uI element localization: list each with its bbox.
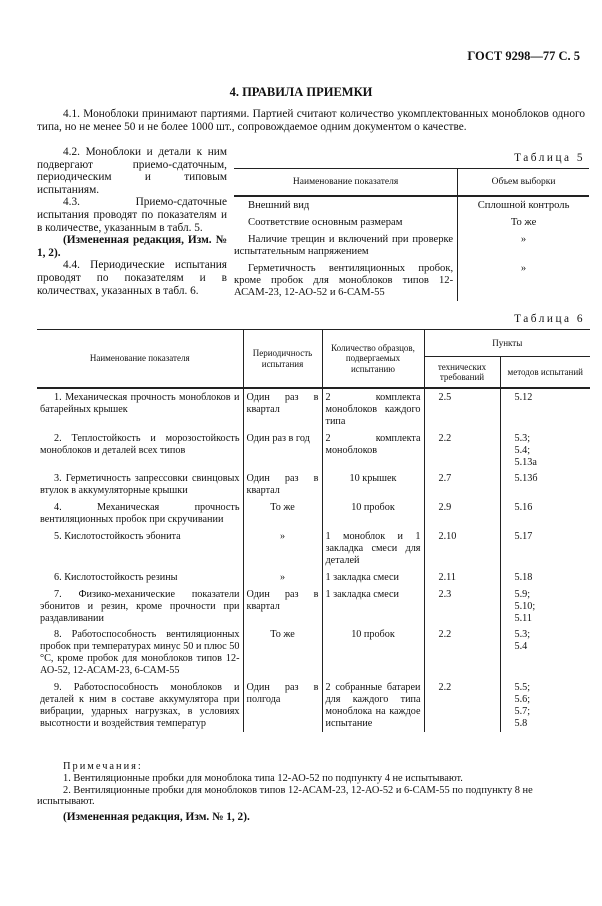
- table6-name-text: 5. Кислотостойкость эбонита: [54, 531, 181, 543]
- table6-cell-name: [37, 499, 243, 528]
- table6-name-text: 7. Физико-механические показатели эбонитов и резин, кроме прочности при раздавливании: [40, 588, 240, 624]
- table6-cell-tech: 2.9: [424, 499, 500, 528]
- table6-cell-period: То же: [243, 499, 322, 528]
- table6-cell-tech: 2.2: [424, 679, 500, 732]
- table6-cell-tech: 2.2: [424, 626, 500, 679]
- table6-name-text: 1. Механическая прочность моноблоков и батарейных крышек: [40, 392, 240, 415]
- table5-cell-sample: Сплошной контроль: [458, 196, 589, 214]
- section-title: 4. ПРАВИЛА ПРИЕМКИ: [229, 85, 373, 99]
- paragraph-4-4: 4.4. Периодические испытания проводят по показателям и в количествах, указанных в табл. 6.: [37, 259, 227, 297]
- table6-row: [37, 528, 590, 569]
- table6-caption: Таблица 6: [514, 313, 585, 325]
- table6-cell-tech: 2.5: [424, 388, 500, 430]
- table6-header-methods: методов испытаний: [500, 357, 590, 389]
- table6-cell-qty: 10 пробок: [322, 499, 424, 528]
- table6-cell-methods: 5.16: [500, 499, 590, 528]
- table6-row: [37, 499, 590, 528]
- note-1: 1. Вентиляционные пробки для моноблока типа 12-АО-52 по подпункту 4 не испытывают.: [63, 772, 463, 784]
- notes: [37, 761, 590, 808]
- table6-row: [37, 586, 590, 627]
- left-column: [37, 146, 227, 297]
- table6-cell-methods: 5.5; 5.6; 5.7; 5.8: [500, 679, 590, 732]
- table5-cell-name: Наличие трещин и включений при проверке испытательным напряжением: [234, 234, 454, 257]
- table-6: [37, 329, 590, 732]
- table6-cell-period: »: [243, 528, 322, 569]
- table6-name-text: 2. Теплостойкость и морозостойкость моноблоков и деталей всех типов: [40, 432, 240, 456]
- table6-cell-name: [37, 388, 243, 430]
- table6-cell-qty: 1 моноблок и 1 закладка смеси для деталей: [322, 528, 424, 569]
- table6-cell-tech: 2.7: [424, 470, 500, 499]
- closing-change-note: (Измененная редакция, Изм. № 1, 2).: [63, 811, 250, 823]
- table6-cell-qty: 10 пробок: [322, 626, 424, 679]
- table6-row: [37, 626, 590, 679]
- table5-caption: Таблица 5: [514, 152, 585, 164]
- table6-cell-methods: 5.17: [500, 528, 590, 569]
- table6-cell-name: [37, 528, 243, 569]
- note-2: 2. Вентиляционные пробки для моноблоков типов 12-АСАМ-23, 12-АО-52 и 6-САМ-55 по подпункту 8 не испытывают.: [37, 784, 533, 808]
- table6-header-points: Пункты: [424, 330, 590, 357]
- table6-cell-tech: 2.2: [424, 430, 500, 471]
- table6-cell-name: [37, 430, 243, 471]
- table6-cell-name: [37, 679, 243, 732]
- table6-cell-methods: 5.18: [500, 569, 590, 586]
- table6-name-text: 6. Кислотостойкость резины: [54, 571, 178, 583]
- table6-name-text: 4. Механическая прочность вентиляционных пробок при скручивании: [40, 502, 240, 526]
- table5-row: [234, 231, 589, 260]
- table6-cell-name: [37, 626, 243, 679]
- table6-cell-methods: 5.12: [500, 388, 590, 430]
- table5-cell-sample: »: [458, 260, 589, 301]
- table6-name-text: 8. Работоспособность вентиляционных пробок при температурах минус 50 и плюс 50 °С, кроме пробок для моноблоков типов 12-АО-52, 12-АСАМ-23, 6-САМ-55: [40, 629, 240, 677]
- table6-cell-period: »: [243, 569, 322, 586]
- table5-row: [234, 260, 589, 301]
- table6-row: [37, 388, 590, 430]
- table6-row: [37, 430, 590, 471]
- table6-cell-qty: 10 крышек: [322, 470, 424, 499]
- change-note: (Измененная редакция, Изм. № 1, 2).: [37, 234, 227, 259]
- table6-row: [37, 569, 590, 586]
- table5-cell-sample: То же: [458, 214, 589, 231]
- table5-cell-sample: »: [458, 231, 589, 260]
- table5-row: [234, 214, 589, 231]
- page-header: ГОСТ 9298—77 С. 5: [467, 49, 580, 63]
- table6-name-text: 3. Герметичность запрессовки свинцовых втулок в аккумуляторные крышки: [40, 473, 240, 497]
- table6-cell-qty: 1 закладка смеси: [322, 569, 424, 586]
- table6-cell-period: То же: [243, 626, 322, 679]
- table6-cell-name: [37, 569, 243, 586]
- table6-cell-period: Один раз в год: [243, 430, 322, 471]
- table6-cell-period: Один раз в квартал: [243, 586, 322, 627]
- table5-header-name: Наименование показателя: [234, 169, 458, 197]
- notes-title: Примечания:: [63, 761, 143, 772]
- paragraph-4-1: 4.1. Моноблоки принимают партиями. Партией считают количество укомплектованных моноблоков одного типа, но не менее 50 и не более 1000 шт., сопровождаемое одним документом о качестве.: [37, 108, 585, 133]
- table6-cell-qty: 2 комплекта моноблоков каждого типа: [322, 388, 424, 430]
- table6-cell-tech: 2.3: [424, 586, 500, 627]
- table6-cell-qty: 2 комплекта моноблоков: [322, 430, 424, 471]
- table5-cell-name: Внешний вид: [248, 200, 310, 211]
- table5-row: [234, 196, 589, 214]
- table5-cell-name: Соответствие основным размерам: [248, 217, 403, 228]
- table6-cell-methods: 5.3; 5.4: [500, 626, 590, 679]
- table6-row: [37, 470, 590, 499]
- table6-cell-tech: 2.11: [424, 569, 500, 586]
- table6-cell-methods: 5.9; 5.10; 5.11: [500, 586, 590, 627]
- table5-cell-name: Герметичность вентиляционных пробок, кроме пробок для моноблоков типов 12-АСАМ-23, 12-АО-52 и 6-САМ-55: [234, 263, 454, 298]
- table6-row: [37, 679, 590, 732]
- table6-header-name: Наименование показателя: [37, 330, 243, 389]
- table6-cell-name: [37, 586, 243, 627]
- paragraph-4-2: 4.2. Моноблоки и детали к ним подвергают приемо-сдаточным, периодическим и типовым испытаниям.: [37, 146, 227, 196]
- table6-cell-tech: 2.10: [424, 528, 500, 569]
- table6-header-qty: Количество образцов, подвергаемых испытанию: [322, 330, 424, 389]
- table6-cell-methods: 5.3; 5.4; 5.13а: [500, 430, 590, 471]
- table-5: [234, 168, 589, 301]
- table6-cell-qty: 2 собранные батареи для каждого типа моноблока на каждое испытание: [322, 679, 424, 732]
- table6-header-period: Периодичность испытания: [243, 330, 322, 389]
- table6-cell-name: [37, 470, 243, 499]
- table6-header-tech: технических требований: [424, 357, 500, 389]
- table6-cell-period: Один раз в квартал: [243, 388, 322, 430]
- table6-cell-period: Один раз в квартал: [243, 470, 322, 499]
- table6-cell-methods: 5.13б: [500, 470, 590, 499]
- paragraph-4-3: 4.3. Приемо-сдаточные испытания проводят по показателям и в количестве, указанным в табл. 5.: [37, 196, 227, 234]
- table6-cell-period: Один раз в полгода: [243, 679, 322, 732]
- table5-header-sample: Объем выборки: [458, 169, 589, 197]
- table6-cell-qty: 1 закладка смеси: [322, 586, 424, 627]
- table6-name-text: 9. Работоспособность моноблоков и деталей к ним в составе аккумулятора при вибрации, ударных нагрузках, в условиях высотности и воздействия температур: [40, 682, 240, 729]
